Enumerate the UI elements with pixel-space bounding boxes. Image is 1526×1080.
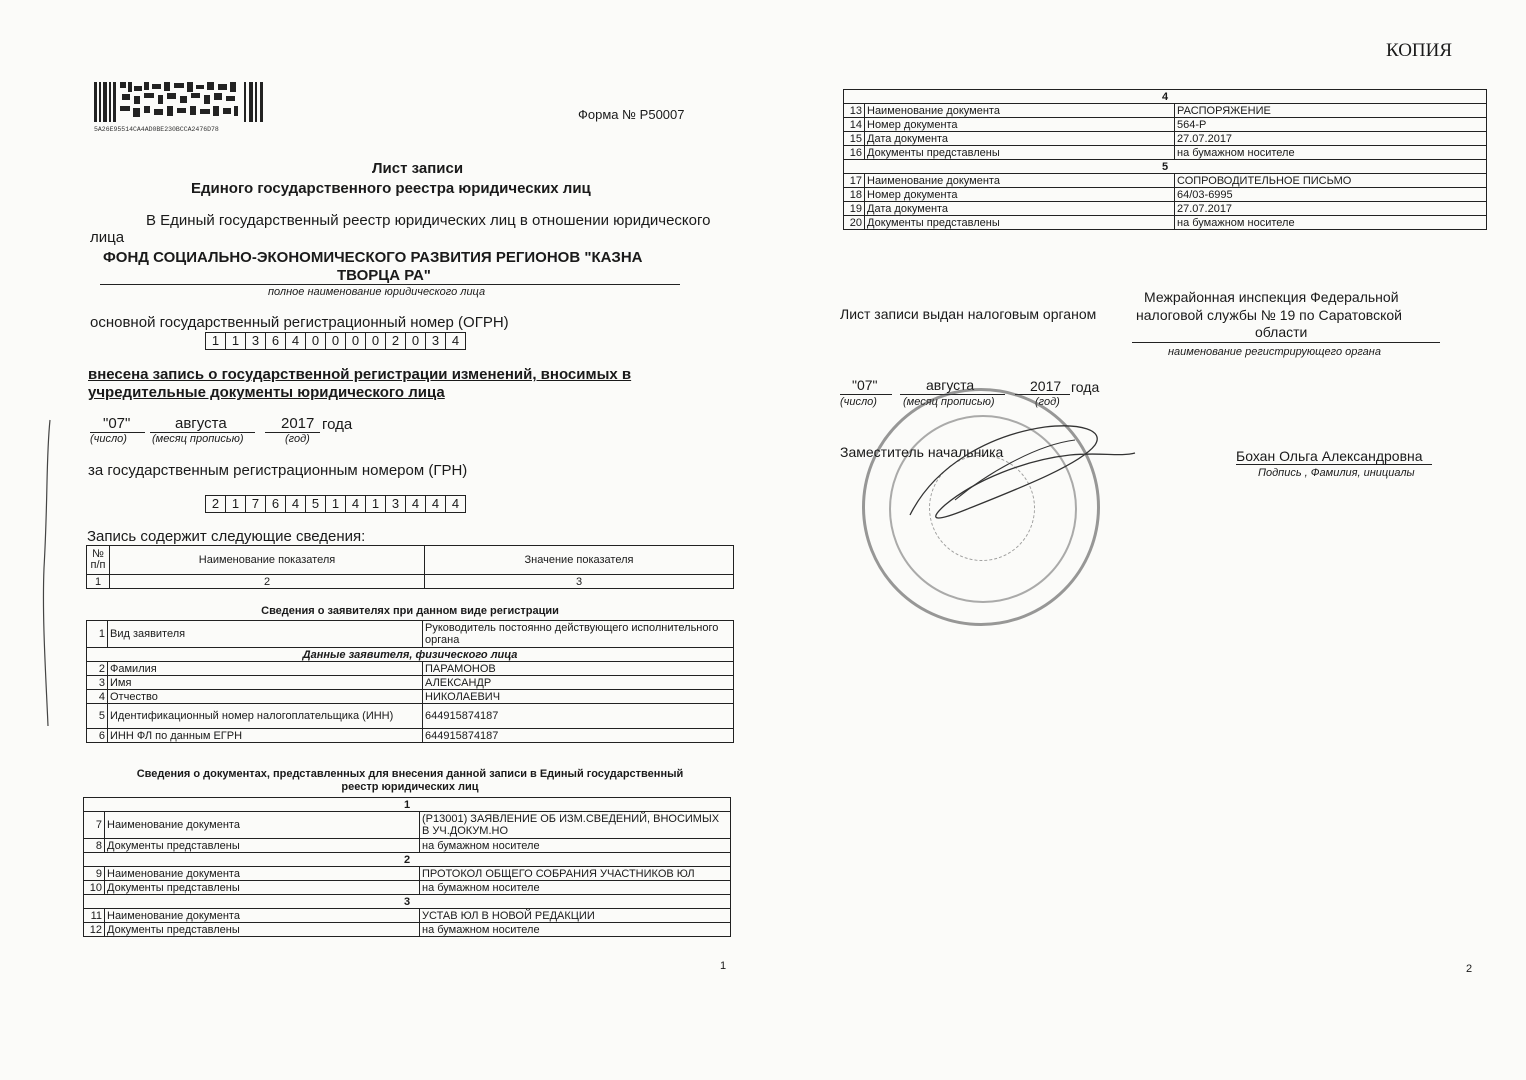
row-value: НИКОЛАЕВИЧ (423, 690, 734, 704)
margin-bracket-mark (36, 418, 56, 730)
row-value: АЛЕКСАНДР (423, 676, 734, 690)
col-index-3: 3 (425, 575, 734, 589)
issuer-caption: наименование регистрирующего органа (1168, 346, 1381, 358)
intro-line1: В Единый государственный реестр юридических лиц в отношении юридического (146, 212, 711, 229)
org-name-line2: ТВОРЦА РА" (337, 267, 431, 284)
row-num: 16 (844, 146, 865, 160)
ogrn-digit: 4 (451, 333, 460, 348)
row-name: ИНН ФЛ по данным ЕГРН (108, 729, 423, 743)
ogrn-digit: 0 (346, 333, 366, 349)
signature-underline (1236, 464, 1432, 465)
row-num: 5 (87, 704, 108, 729)
grn-digit: 1 (226, 496, 246, 512)
row-value: 64/03-6995 (1175, 188, 1487, 202)
ogrn-digit: 0 (406, 333, 426, 349)
ogrn-digit: 3 (246, 333, 266, 349)
documents-caption-line1: Сведения о документах, представленных для внесения данной записи в Единый государственный (136, 768, 684, 780)
row-name: Документы представлены (865, 146, 1175, 160)
grn-digit: 4 (406, 496, 426, 512)
grn-digit: 4 (346, 496, 366, 512)
row-num: 12 (84, 923, 105, 937)
row-value: 27.07.2017 (1175, 132, 1487, 146)
group-header: 5 (844, 160, 1487, 174)
row-value: УСТАВ ЮЛ В НОВОЙ РЕДАКЦИИ (420, 909, 731, 923)
row-value: 644915874187 (423, 729, 734, 743)
form-label: Форма № Р50007 (578, 107, 685, 122)
row-num: 14 (844, 118, 865, 132)
row-value: Руководитель постоянно действующего исполнительного органа (423, 621, 734, 648)
group-header: 2 (84, 853, 731, 867)
handwritten-signature (895, 405, 1145, 530)
date2-day: "07" (852, 377, 878, 393)
row-value: РАСПОРЯЖЕНИЕ (1175, 104, 1487, 118)
applicants-table (86, 620, 734, 743)
main-table-header (86, 545, 734, 589)
row-name: Наименование документа (865, 104, 1175, 118)
org-caption: полное наименование юридического лица (268, 286, 486, 298)
row-value: на бумажном носителе (420, 923, 731, 937)
ogrn-digit: 2 (386, 333, 406, 349)
date1-year: 2017 (281, 415, 315, 432)
documents-table-page2 (843, 89, 1487, 230)
row-num: 13 (844, 104, 865, 118)
row-num: 3 (87, 676, 108, 690)
entry-line2: учредительные документы юридического лица (88, 384, 445, 401)
row-value: СОПРОВОДИТЕЛЬНОЕ ПИСЬМО (1175, 174, 1487, 188)
page-number-1: 1 (720, 960, 727, 972)
documents-table-page1 (83, 797, 731, 937)
row-name: Номер документа (865, 118, 1175, 132)
date1-day-caption: (число) (90, 433, 127, 445)
row-name: Наименование документа (865, 174, 1175, 188)
ogrn-digit: 0 (326, 333, 346, 349)
row-num: 15 (844, 132, 865, 146)
row-value: на бумажном носителе (420, 881, 731, 895)
signatory-position: Заместитель начальника (840, 444, 1004, 460)
intro-line2: лица (90, 229, 125, 246)
grn-digit: 4 (426, 496, 446, 512)
issuer-org-line1: Межрайонная инспекция Федеральной (1144, 289, 1399, 305)
row-name: Дата документа (865, 132, 1175, 146)
documents-caption-line2: реестр юридических лиц (341, 781, 479, 793)
barcode-text: 5A26E95514CA4AD0BE230BCCA2476D78 (94, 126, 219, 132)
applicants-subheader: Данные заявителя, физического лица (87, 648, 734, 662)
issuer-underline (1132, 342, 1440, 343)
grn-digit: 1 (366, 496, 386, 512)
row-value: (Р13001) ЗАЯВЛЕНИЕ ОБ ИЗМ.СВЕДЕНИЙ, ВНОСИМЫХ В УЧ.ДОКУМ.НО (420, 812, 731, 839)
ogrn-digit: 3 (426, 333, 446, 349)
row-name: Дата документа (865, 202, 1175, 216)
grn-digit: 4 (286, 496, 306, 512)
ogrn-label: основной государственный регистрационный номер (ОГРН) (90, 314, 509, 331)
date1-day: "07" (103, 415, 131, 432)
row-value: 644915874187 (423, 704, 734, 729)
row-value: на бумажном носителе (420, 839, 731, 853)
row-num: 1 (87, 621, 108, 648)
copy-label: КОПИЯ (1386, 40, 1453, 61)
group-header: 3 (84, 895, 731, 909)
row-value: ПАРАМОНОВ (423, 662, 734, 676)
ogrn-digits (205, 332, 466, 350)
date2-month: августа (926, 377, 975, 393)
date1-year-suffix: года (322, 416, 353, 433)
grn-digit: 3 (386, 496, 406, 512)
ogrn-digit: 0 (306, 333, 326, 349)
row-num: 20 (844, 216, 865, 230)
header-name: Наименование показателя (110, 546, 425, 575)
entry-line1: внесена запись о государственной регистрации изменений, вносимых в (88, 366, 632, 383)
header-value: Значение показателя (425, 546, 734, 575)
page-number-2: 2 (1466, 963, 1473, 975)
row-name: Отчество (108, 690, 423, 704)
row-num: 8 (84, 839, 105, 853)
row-num: 19 (844, 202, 865, 216)
date1-month-caption: (месяц прописью) (152, 433, 244, 445)
org-name-underline (100, 284, 680, 285)
date2-month-caption: (месяц прописью) (903, 396, 995, 408)
row-name: Документы представлены (105, 839, 420, 853)
date1-year-caption: (год) (285, 433, 310, 445)
row-num: 4 (87, 690, 108, 704)
ogrn-digit: 1 (226, 333, 246, 349)
col-index-1: 1 (87, 575, 110, 589)
row-name: Номер документа (865, 188, 1175, 202)
grn-digit: 4 (451, 496, 460, 511)
row-name: Документы представлены (105, 923, 420, 937)
row-name: Документы представлены (105, 881, 420, 895)
title-line2: Единого государственного реестра юридических лиц (191, 180, 591, 197)
issuer-org-line3: области (1255, 324, 1308, 340)
header-num: № п/п (87, 546, 110, 575)
date2-year: 2017 (1030, 378, 1062, 394)
title-line1: Лист записи (372, 160, 464, 177)
org-name-line1: ФОНД СОЦИАЛЬНО-ЭКОНОМИЧЕСКОГО РАЗВИТИЯ РЕГИОНОВ "КАЗНА (103, 249, 643, 266)
row-num: 18 (844, 188, 865, 202)
ogrn-digit: 4 (286, 333, 306, 349)
signatory-name: Бохан Ольга Александровна (1236, 448, 1423, 464)
grn-digits (205, 495, 466, 513)
barcode (94, 80, 266, 132)
row-num: 10 (84, 881, 105, 895)
row-num: 7 (84, 812, 105, 839)
date2-day-caption: (число) (840, 396, 877, 408)
row-num: 11 (84, 909, 105, 923)
row-value: на бумажном носителе (1175, 216, 1487, 230)
row-value: 27.07.2017 (1175, 202, 1487, 216)
col-index-2: 2 (110, 575, 425, 589)
date2-year-caption: (год) (1035, 396, 1060, 408)
row-name: Наименование документа (105, 909, 420, 923)
issuer-org-line2: налоговой службы № 19 по Саратовской (1136, 307, 1402, 323)
row-name: Фамилия (108, 662, 423, 676)
ogrn-digit: 6 (266, 333, 286, 349)
grn-digit: 1 (326, 496, 346, 512)
row-name: Вид заявителя (108, 621, 423, 648)
signature-caption: Подпись , Фамилия, инициалы (1258, 467, 1415, 479)
issuer-label: Лист записи выдан налоговым органом (840, 306, 1097, 322)
grn-label: за государственным регистрационным номером (ГРН) (88, 462, 468, 479)
row-num: 2 (87, 662, 108, 676)
row-name: Идентификационный номер налогоплательщика (ИНН) (108, 704, 423, 729)
date2-day-line (840, 394, 892, 395)
ogrn-digit: 0 (366, 333, 386, 349)
grn-digit: 2 (206, 496, 226, 512)
row-name: Имя (108, 676, 423, 690)
row-name: Наименование документа (105, 867, 420, 881)
grn-digit: 5 (306, 496, 326, 512)
row-value: на бумажном носителе (1175, 146, 1487, 160)
row-num: 17 (844, 174, 865, 188)
row-name: Наименование документа (105, 812, 420, 839)
row-value: ПРОТОКОЛ ОБЩЕГО СОБРАНИЯ УЧАСТНИКОВ ЮЛ (420, 867, 731, 881)
row-value: 564-Р (1175, 118, 1487, 132)
date2-year-suffix: года (1071, 379, 1100, 395)
grn-digit: 7 (246, 496, 266, 512)
row-name: Документы представлены (865, 216, 1175, 230)
date1-month: августа (175, 415, 227, 432)
row-num: 9 (84, 867, 105, 881)
contains-label: Запись содержит следующие сведения: (87, 528, 366, 545)
applicants-caption: Сведения о заявителях при данном виде регистрации (261, 605, 559, 617)
row-num: 6 (87, 729, 108, 743)
group-header: 4 (844, 90, 1487, 104)
group-header: 1 (84, 798, 731, 812)
ogrn-digit: 1 (206, 333, 226, 349)
grn-digit: 6 (266, 496, 286, 512)
